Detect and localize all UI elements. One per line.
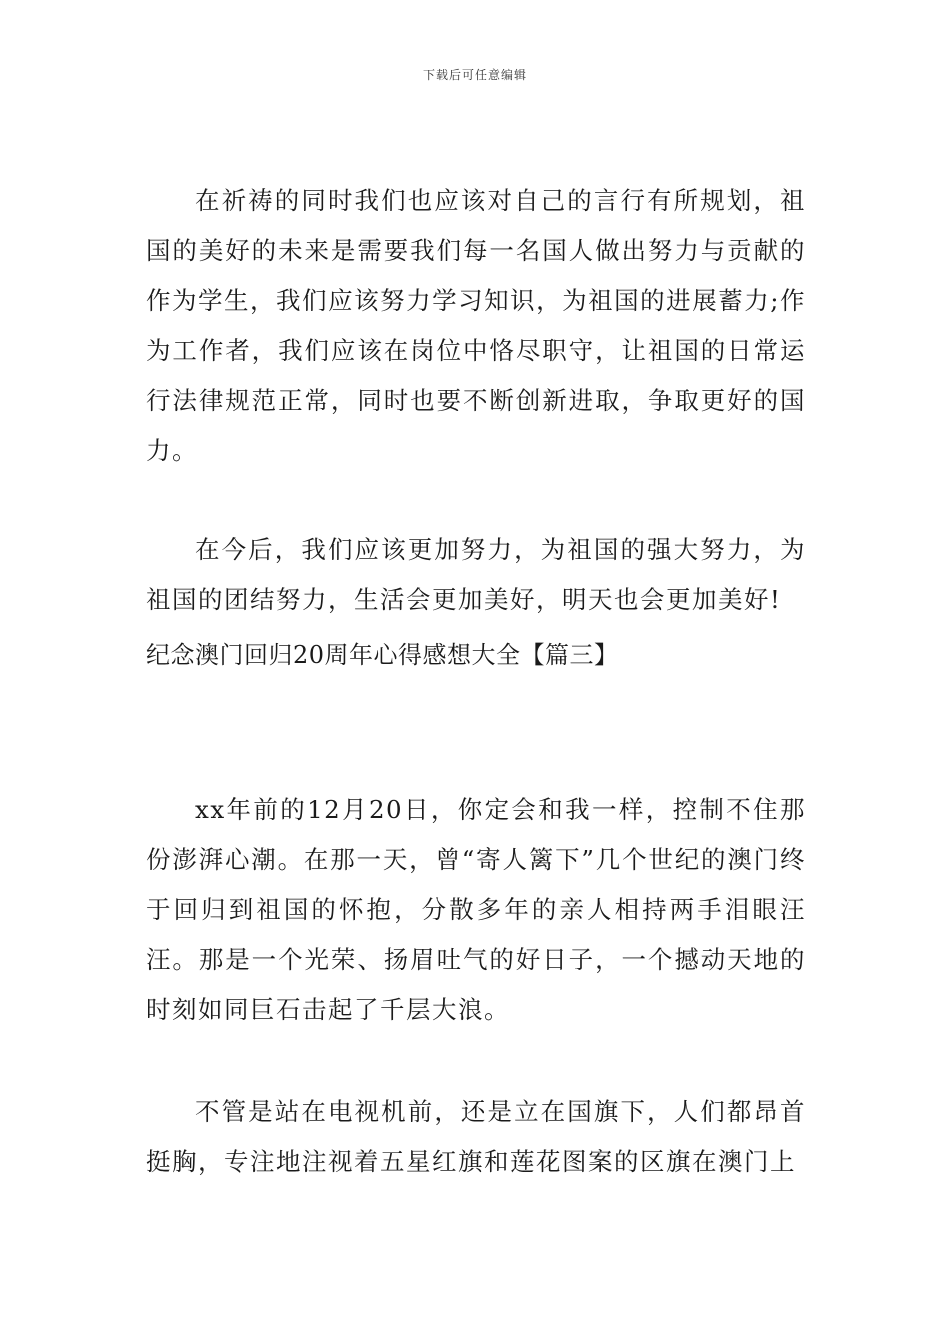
document-body xyxy=(146,176,806,1187)
section-heading: 纪念澳门回归20周年心得感想大全【篇三】 xyxy=(146,641,619,669)
paragraph-flag-raising: 不管是站在电视机前，还是立在国旗下，人们都昂首挺胸，专注地注视着五星红旗和莲花图案的区旗在澳门上 xyxy=(146,1097,806,1176)
page-header-note: 下载后可任意编辑 xyxy=(422,68,527,82)
paragraph-return-day: xx年前的12月20日，你定会和我一样，控制不住那份澎湃心潮。在那一天，曾“寄人篱下”几个世纪的澳门终于回归到祖国的怀抱，分散多年的亲人相持两手泪眼汪汪。那是一个光荣、扬眉吐气的好日子，一个撼动天地的时刻如同巨石击起了千层大浪。 xyxy=(146,795,806,1024)
paragraph-spacer xyxy=(146,1035,806,1087)
paragraph-future: 在今后，我们应该更加努力，为祖国的强大努力，为祖国的团结努力，生活会更加美好，明天也会更加美好! xyxy=(146,535,806,614)
section-spacer xyxy=(146,680,806,785)
paragraph-planning: 在祈祷的同时我们也应该对自己的言行有所规划，祖国的美好的未来是需要我们每一名国人做出努力与贡献的作为学生，我们应该努力学习知识，为祖国的进展蓄力;作为工作者，我们应该在岗位中恪尽职守，让祖国的日常运行法律规范正常，同时也要不断创新进取，争取更好的国力。 xyxy=(146,186,806,465)
paragraph-spacer xyxy=(146,476,806,525)
